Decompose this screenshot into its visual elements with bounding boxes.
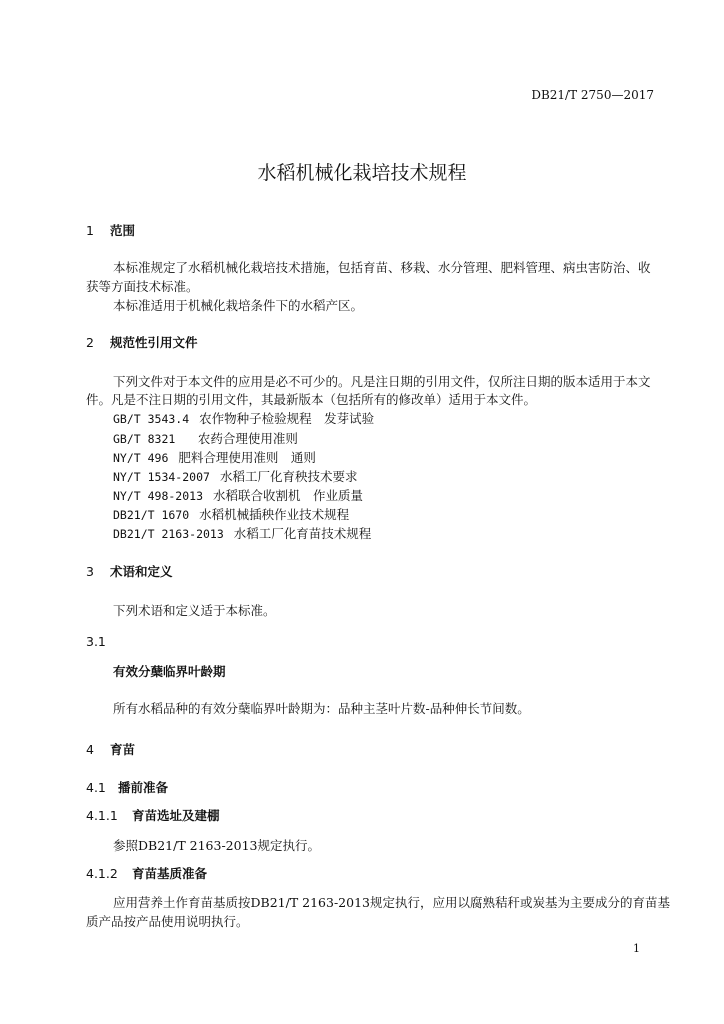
section-title: 范围 bbox=[110, 223, 136, 238]
section-title: 育苗 bbox=[110, 742, 136, 757]
section-number: 2 bbox=[86, 335, 94, 350]
subsection-4-1-2-heading bbox=[86, 864, 207, 882]
reference-title: 水稻联合收割机 作业质量 bbox=[213, 488, 364, 503]
paragraph: 本标准适用于机械化栽培条件下的水稻产区。 bbox=[113, 298, 364, 313]
term: 有效分蘖临界叶龄期 bbox=[113, 664, 226, 679]
page-title: 水稻机械化栽培技术规程 bbox=[257, 162, 467, 184]
subsection-4-1-heading bbox=[86, 778, 168, 796]
section-number: 4.1.2 bbox=[86, 866, 118, 881]
paragraph: 件。凡是不注日期的引用文件，其最新版本（包括所有的修改单）适用于本文件。 bbox=[86, 392, 537, 407]
section-title: 育苗基质准备 bbox=[132, 866, 208, 881]
section-title: 术语和定义 bbox=[110, 564, 173, 579]
reference-code: GB/T 3543.4 bbox=[113, 412, 190, 426]
section-number: 4 bbox=[86, 742, 94, 757]
page-number: 1 bbox=[633, 942, 640, 955]
reference-title: 水稻机械插秧作业技术规程 bbox=[199, 507, 350, 522]
reference-item bbox=[113, 448, 316, 466]
standard-number: DB21/T 2750—2017 bbox=[531, 88, 654, 102]
subsection-3-1-number bbox=[86, 634, 106, 649]
reference-code: NY/T 1534-2007 bbox=[113, 470, 210, 484]
section-number: 1 bbox=[86, 223, 94, 238]
paragraph: 下列文件对于本文件的应用是必不可少的。凡是注日期的引用文件，仅所注日期的版本适用于本文 bbox=[113, 374, 651, 389]
reference-item bbox=[113, 505, 349, 523]
reference-item bbox=[113, 486, 363, 504]
reference-code: GB/T 8321 bbox=[113, 432, 176, 446]
reference-item bbox=[113, 467, 357, 485]
paragraph: 应用营养土作育苗基质按DB21/T 2163-2013规定执行，应用以腐熟秸秆或炭基为主要成分的育苗基 bbox=[113, 895, 670, 910]
reference-title: 农作物种子检验规程 发芽试验 bbox=[199, 411, 375, 426]
section-3-heading bbox=[86, 562, 173, 580]
section-title: 育苗选址及建棚 bbox=[132, 808, 220, 823]
reference-item bbox=[113, 409, 374, 427]
reference-title: 肥料合理使用准则 通则 bbox=[178, 450, 316, 465]
reference-code: NY/T 498-2013 bbox=[113, 489, 204, 503]
term-definition: 所有水稻品种的有效分蘖临界叶龄期为：品种主茎叶片数-品种伸长节间数。 bbox=[113, 701, 530, 716]
section-1-heading bbox=[86, 221, 135, 239]
paragraph: 参照DB21/T 2163-2013规定执行。 bbox=[113, 838, 320, 853]
section-number: 3 bbox=[86, 564, 94, 579]
reference-title: 水稻工厂化育苗技术规程 bbox=[233, 526, 372, 541]
paragraph: 本标准规定了水稻机械化栽培技术措施，包括育苗、移栽、水分管理、肥料管理、病虫害防治、收 bbox=[113, 260, 651, 275]
reference-code: NY/T 496 bbox=[113, 451, 169, 465]
paragraph: 获等方面技术标准。 bbox=[86, 279, 199, 294]
reference-code: DB21/T 1670 bbox=[113, 508, 190, 522]
section-number: 4.1.1 bbox=[86, 808, 118, 823]
reference-title: 水稻工厂化育秧技术要求 bbox=[219, 469, 358, 484]
section-4-heading bbox=[86, 740, 135, 758]
section-number: 3.1 bbox=[86, 634, 106, 649]
reference-item bbox=[113, 524, 371, 542]
paragraph: 质产品按产品使用说明执行。 bbox=[86, 914, 249, 929]
reference-code: DB21/T 2163-2013 bbox=[113, 527, 224, 541]
section-number: 4.1 bbox=[86, 780, 106, 795]
section-2-heading bbox=[86, 333, 198, 351]
section-title: 规范性引用文件 bbox=[110, 335, 198, 350]
section-title: 播前准备 bbox=[118, 780, 169, 795]
subsection-4-1-1-heading bbox=[86, 806, 220, 824]
reference-title: 农药合理使用准则 bbox=[185, 431, 298, 446]
reference-item bbox=[113, 429, 298, 447]
paragraph: 下列术语和定义适于本标准。 bbox=[113, 603, 276, 618]
